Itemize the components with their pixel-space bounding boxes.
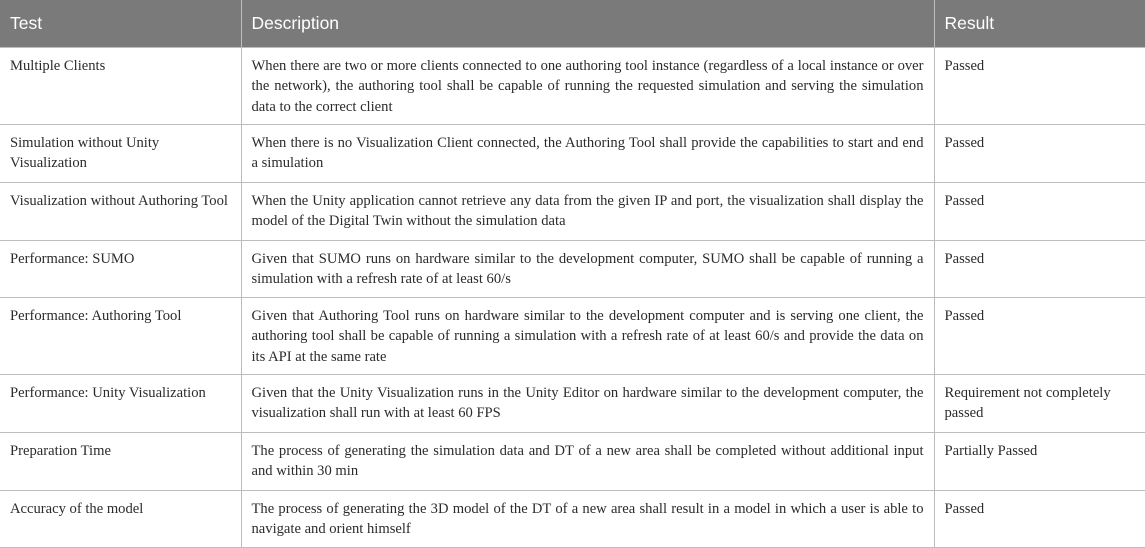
table-row bbox=[0, 240, 1145, 297]
table-row bbox=[0, 47, 1145, 124]
header-description: Description bbox=[241, 0, 934, 47]
result-cell: Passed bbox=[934, 297, 1145, 374]
table-row bbox=[0, 432, 1145, 490]
table-row bbox=[0, 297, 1145, 374]
test-cell: Simulation without Unity Visualization bbox=[0, 124, 241, 182]
test-cell: Multiple Clients bbox=[0, 47, 241, 124]
description-cell: When there are two or more clients connected to one authoring tool instance (regardless of a local instance or over the network), the authoring tool shall be capable of running the requested simulation and serving the simulation data to the correct client bbox=[241, 47, 934, 124]
result-cell: Passed bbox=[934, 47, 1145, 124]
result-cell: Passed bbox=[934, 490, 1145, 547]
table-row bbox=[0, 124, 1145, 182]
table-header bbox=[0, 0, 1145, 47]
test-cell: Preparation Time bbox=[0, 432, 241, 490]
description-cell: Given that the Unity Visualization runs in the Unity Editor on hardware similar to the development computer, the visualization shall run with at least 60 FPS bbox=[241, 374, 934, 432]
test-cell: Performance: Unity Visualization bbox=[0, 374, 241, 432]
test-cell: Accuracy of the model bbox=[0, 490, 241, 547]
test-cell: Performance: SUMO bbox=[0, 240, 241, 297]
header-row bbox=[0, 0, 1145, 47]
result-cell: Passed bbox=[934, 124, 1145, 182]
description-cell: Given that Authoring Tool runs on hardware similar to the development computer and is serving one client, the authoring tool shall be capable of running a simulation with a refresh rate of at least 60/s and provide the data on its API at the same rate bbox=[241, 297, 934, 374]
result-cell: Partially Passed bbox=[934, 432, 1145, 490]
description-cell: When the Unity application cannot retrieve any data from the given IP and port, the visualization shall display the model of the Digital Twin without the simulation data bbox=[241, 182, 934, 240]
header-result: Result bbox=[934, 0, 1145, 47]
table-row bbox=[0, 182, 1145, 240]
table-row bbox=[0, 374, 1145, 432]
result-cell: Requirement not completely passed bbox=[934, 374, 1145, 432]
test-cell: Performance: Authoring Tool bbox=[0, 297, 241, 374]
test-cell: Visualization without Authoring Tool bbox=[0, 182, 241, 240]
description-cell: When there is no Visualization Client connected, the Authoring Tool shall provide the capabilities to start and end a simulation bbox=[241, 124, 934, 182]
table-row bbox=[0, 490, 1145, 547]
description-cell: The process of generating the 3D model of the DT of a new area shall result in a model in which a user is able to navigate and orient himself bbox=[241, 490, 934, 547]
description-cell: Given that SUMO runs on hardware similar to the development computer, SUMO shall be capable of running a simulation with a refresh rate of at least 60/s bbox=[241, 240, 934, 297]
table-body bbox=[0, 47, 1145, 547]
header-test: Test bbox=[0, 0, 241, 47]
result-cell: Passed bbox=[934, 240, 1145, 297]
description-cell: The process of generating the simulation data and DT of a new area shall be completed without additional input and within 30 min bbox=[241, 432, 934, 490]
result-cell: Passed bbox=[934, 182, 1145, 240]
